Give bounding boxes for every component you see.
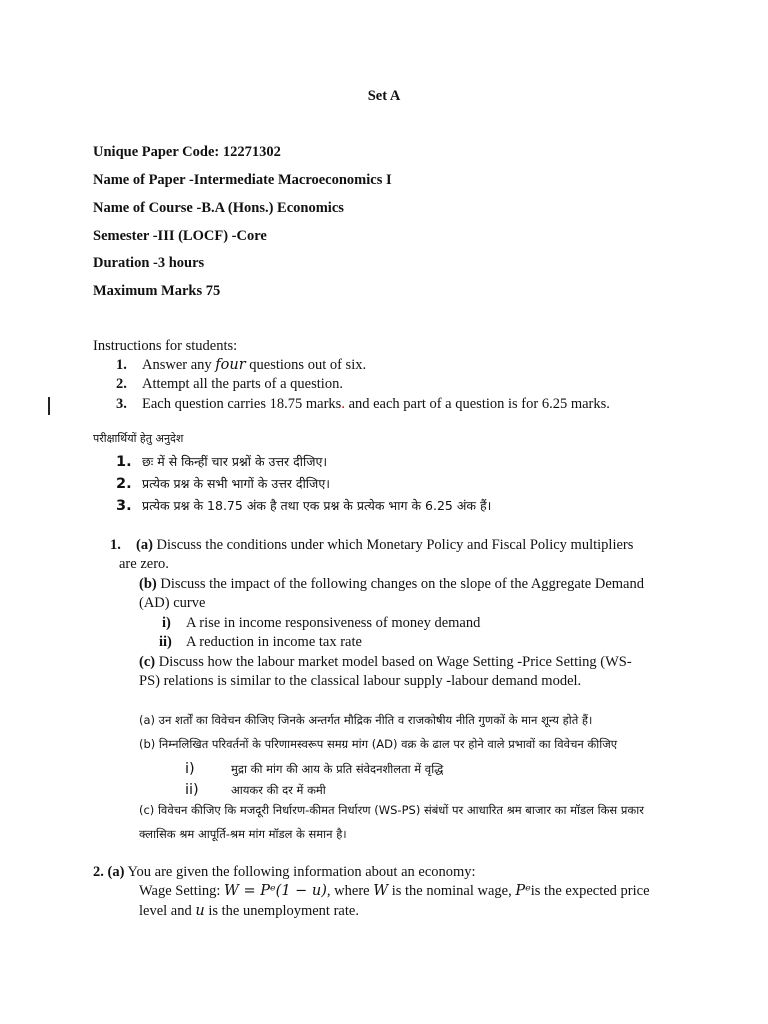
question-text: Discuss the impact of the following changes on the slope of the Aggregate Demand (156, 576, 644, 592)
instruction-hi-1 (116, 453, 327, 470)
course-name: Name of Course -B.A (Hons.) Economics (93, 200, 344, 216)
q1-part-b-cont: (AD) curve (139, 595, 206, 611)
part-label: (a) (136, 537, 153, 553)
q1-part-b (139, 576, 644, 593)
question-text: is the unemployment rate. (204, 903, 359, 919)
subpart-label: i) (162, 615, 171, 631)
semester: Semester -III (LOCF) -Core (93, 228, 267, 244)
instruction-text: Each question carries 18.75 marks (142, 396, 342, 412)
q1-b-ii (159, 634, 362, 651)
q2-wage-setting-cont (139, 903, 359, 920)
q1-b-i (162, 615, 480, 632)
instructions-hi-heading: परीक्षार्थियों हेतु अनुदेश (93, 432, 184, 445)
duration: Duration -3 hours (93, 255, 205, 271)
instruction-num: 2. (116, 376, 127, 392)
text-cursor (48, 397, 50, 415)
q2-wage-setting (139, 883, 650, 900)
instruction-num: 3. (116, 498, 132, 514)
q1-hi-b: (b) निम्नलिखित परिवर्तनों के परिणामस्वरूप समग्र मांग (AD) वक्र के ढाल पर होने वाले प्रभावों का विवेचन कीजिए (139, 737, 618, 751)
question-text: is the nominal wage, (388, 883, 516, 899)
q1-part-c (139, 654, 632, 671)
instruction-text: प्रत्येक प्रश्न के 18.75 अंक है तथा एक प्रश्न के प्रत्येक भाग के 6.25 अंक हैं। (142, 498, 492, 513)
q1-hi-c: (c) विवेचन कीजिए कि मजदूरी निर्धारण-कीमत निर्धारण (WS-PS) संबंधों पर आधारित श्रम बाजार का मॉडल किस प्रकार (139, 803, 644, 817)
wage-setting-label: Wage Setting: (139, 883, 225, 899)
instruction-text: Attempt all the parts of a question. (142, 376, 343, 392)
question-text: मुद्रा की मांग की आय के प्रति संवेदनशीलता में वृद्धि (231, 762, 444, 776)
instruction-2 (116, 376, 343, 393)
instruction-hi-3 (116, 497, 491, 514)
question-text: आयकर की दर में कमी (231, 783, 326, 797)
q1-hi-b-i (185, 761, 443, 777)
instruction-num: 3. (116, 396, 127, 412)
instruction-3 (116, 396, 610, 413)
instruction-1 (116, 357, 366, 374)
instruction-text: Answer any (142, 357, 216, 373)
subpart-label: i) (185, 761, 195, 777)
subpart-label: ii) (185, 782, 199, 798)
paper-code: Unique Paper Code: 12271302 (93, 144, 281, 160)
variable-w: W (373, 883, 389, 899)
paper-name: Name of Paper -Intermediate Macroeconomics I (93, 172, 392, 188)
question-text: Discuss how the labour market model based on Wage Setting -Price Setting (WS- (155, 654, 632, 670)
q1-hi-b-ii (185, 782, 326, 798)
instruction-text: and each part of a question is for 6.25 marks. (344, 396, 610, 412)
q1-part-c-cont: PS) relations is similar to the classical labour supply -labour demand model. (139, 673, 582, 689)
instruction-hi-2 (116, 475, 330, 492)
question-text: Discuss the conditions under which Monetary Policy and Fiscal Policy multipliers (152, 537, 634, 553)
wage-formula: W = Pᵉ(1 − u) (224, 883, 327, 899)
question-text: A reduction in income tax rate (186, 634, 362, 650)
variable-u: u (195, 903, 205, 919)
question-text: level and (139, 903, 196, 919)
q1-hi-a: (a) उन शर्तों का विवेचन कीजिए जिनके अन्तर्गत मौद्रिक नीति व राजकोषीय नीति गुणकों के मान शून्य होते हैं। (139, 713, 593, 727)
variable-pe: Pᵉ (515, 883, 531, 899)
instruction-num: 1. (116, 454, 132, 470)
q1-part-a-cont: are zero. (119, 556, 169, 572)
q2-part-a (93, 864, 476, 881)
instruction-text: questions out of six. (245, 357, 367, 373)
question-number: 2. (93, 864, 104, 880)
question-number: 1. (110, 537, 121, 553)
max-marks: Maximum Marks 75 (93, 283, 221, 299)
instruction-text: छः में से किन्हीं चार प्रश्नों के उत्तर दीजिए। (142, 454, 328, 469)
part-label: (b) (139, 576, 157, 592)
subpart-label: ii) (159, 634, 172, 650)
question-text: is the expected price (530, 883, 650, 899)
instruction-num: 2. (116, 476, 132, 492)
part-label: (a) (107, 864, 125, 880)
part-label: (c) (139, 654, 156, 670)
instruction-text: प्रत्येक प्रश्न के सभी भागों के उत्तर दीजिए। (142, 476, 330, 491)
question-text: , where (326, 883, 374, 899)
instruction-num: 1. (116, 357, 127, 373)
q1-part-a (110, 537, 633, 554)
question-text: You are given the following information about an economy: (124, 864, 476, 880)
q1-hi-c-cont: क्लासिक श्रम आपूर्ति-श्रम मांग मॉडल के समान है। (139, 827, 347, 841)
set-label: Set A (367, 88, 401, 104)
instructions-heading: Instructions for students: (93, 338, 238, 354)
instruction-emphasis: four (215, 357, 246, 373)
question-text: A rise in income responsiveness of money demand (186, 615, 481, 631)
tracked-change-mark: . (341, 396, 345, 412)
